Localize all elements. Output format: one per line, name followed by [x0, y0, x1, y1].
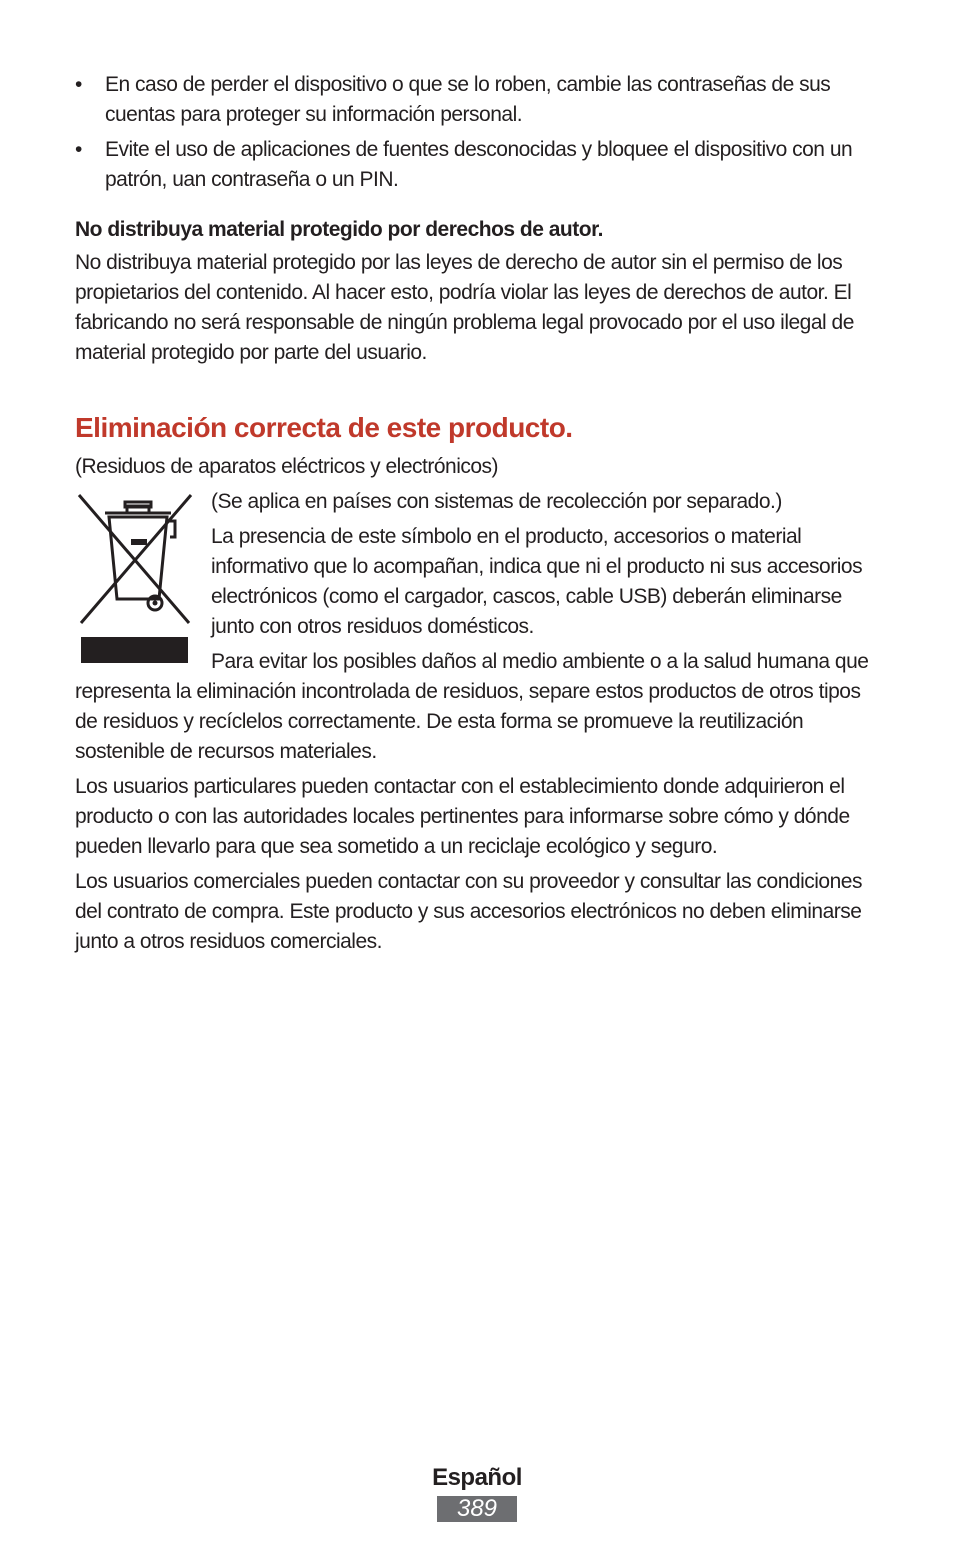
disposal-paragraph: Los usuarios particulares pueden contactar con el establecimiento donde adquirieron el producto o con las autoridades locales pertinentes para informarse sobre cómo y dónde pueden llevarlo para que sea sometido a un reciclaje ecológico y seguro.	[75, 775, 850, 858]
disposal-paragraph: Para evitar los posibles daños al medio ambiente o a la salud humana que representa la eliminación incontrolada de residuos, separe estos productos de otros tipos de residuos y recíclelos correctamente. De esta forma se promueve la reutilización sostenible de recursos materiales.	[75, 650, 869, 763]
disposal-paragraph: Los usuarios comerciales pueden contactar con su proveedor y consultar las condiciones del contrato de compra. Este producto y sus accesorios electrónicos no deben eliminarse junto a otros residuos comerciales.	[75, 870, 862, 953]
page-number-badge: 389	[437, 1496, 517, 1522]
weee-underline-bar	[81, 637, 188, 663]
copyright-heading: No distribuya material protegido por derechos de autor.	[75, 218, 603, 241]
list-item	[75, 70, 885, 130]
language-label: Español	[432, 1464, 522, 1491]
disposal-body	[75, 487, 885, 957]
security-bullet-list	[75, 70, 885, 195]
page-content	[75, 70, 885, 962]
disposal-title: Eliminación correcta de este producto.	[75, 412, 573, 443]
bullet-marker: •	[75, 138, 82, 161]
bullet-text: Evite el uso de aplicaciones de fuentes desconocidas y bloquee el dispositivo con un patrón, uan contraseña o un PIN.	[105, 138, 853, 191]
page-footer	[0, 1462, 954, 1522]
bullet-text: En caso de perder el dispositivo o que se lo roben, cambie las contraseñas de sus cuentas para proteger su información personal.	[105, 73, 831, 126]
disposal-paragraph: (Se aplica en países con sistemas de recolección por separado.)	[211, 490, 782, 513]
list-item	[75, 135, 885, 195]
bullet-marker: •	[75, 73, 82, 96]
crossed-out-wheelie-bin-icon	[75, 487, 197, 657]
disposal-paragraph: La presencia de este símbolo en el producto, accesorios o material informativo que lo acompañan, indica que ni el producto ni sus accesorios electrónicos (como el cargador, cascos, cable USB) deberán eliminarse junto con otros residuos domésticos.	[211, 525, 863, 638]
disposal-subtitle: (Residuos de aparatos eléctricos y electrónicos)	[75, 455, 499, 478]
copyright-paragraph: No distribuya material protegido por las leyes de derecho de autor sin el permiso de los propietarios del contenido. Al hacer esto, podría violar las leyes de derechos de autor. El fabricando no será responsable de ningún problema legal provocado por el uso ilegal de material protegido por parte del usuario.	[75, 251, 854, 364]
